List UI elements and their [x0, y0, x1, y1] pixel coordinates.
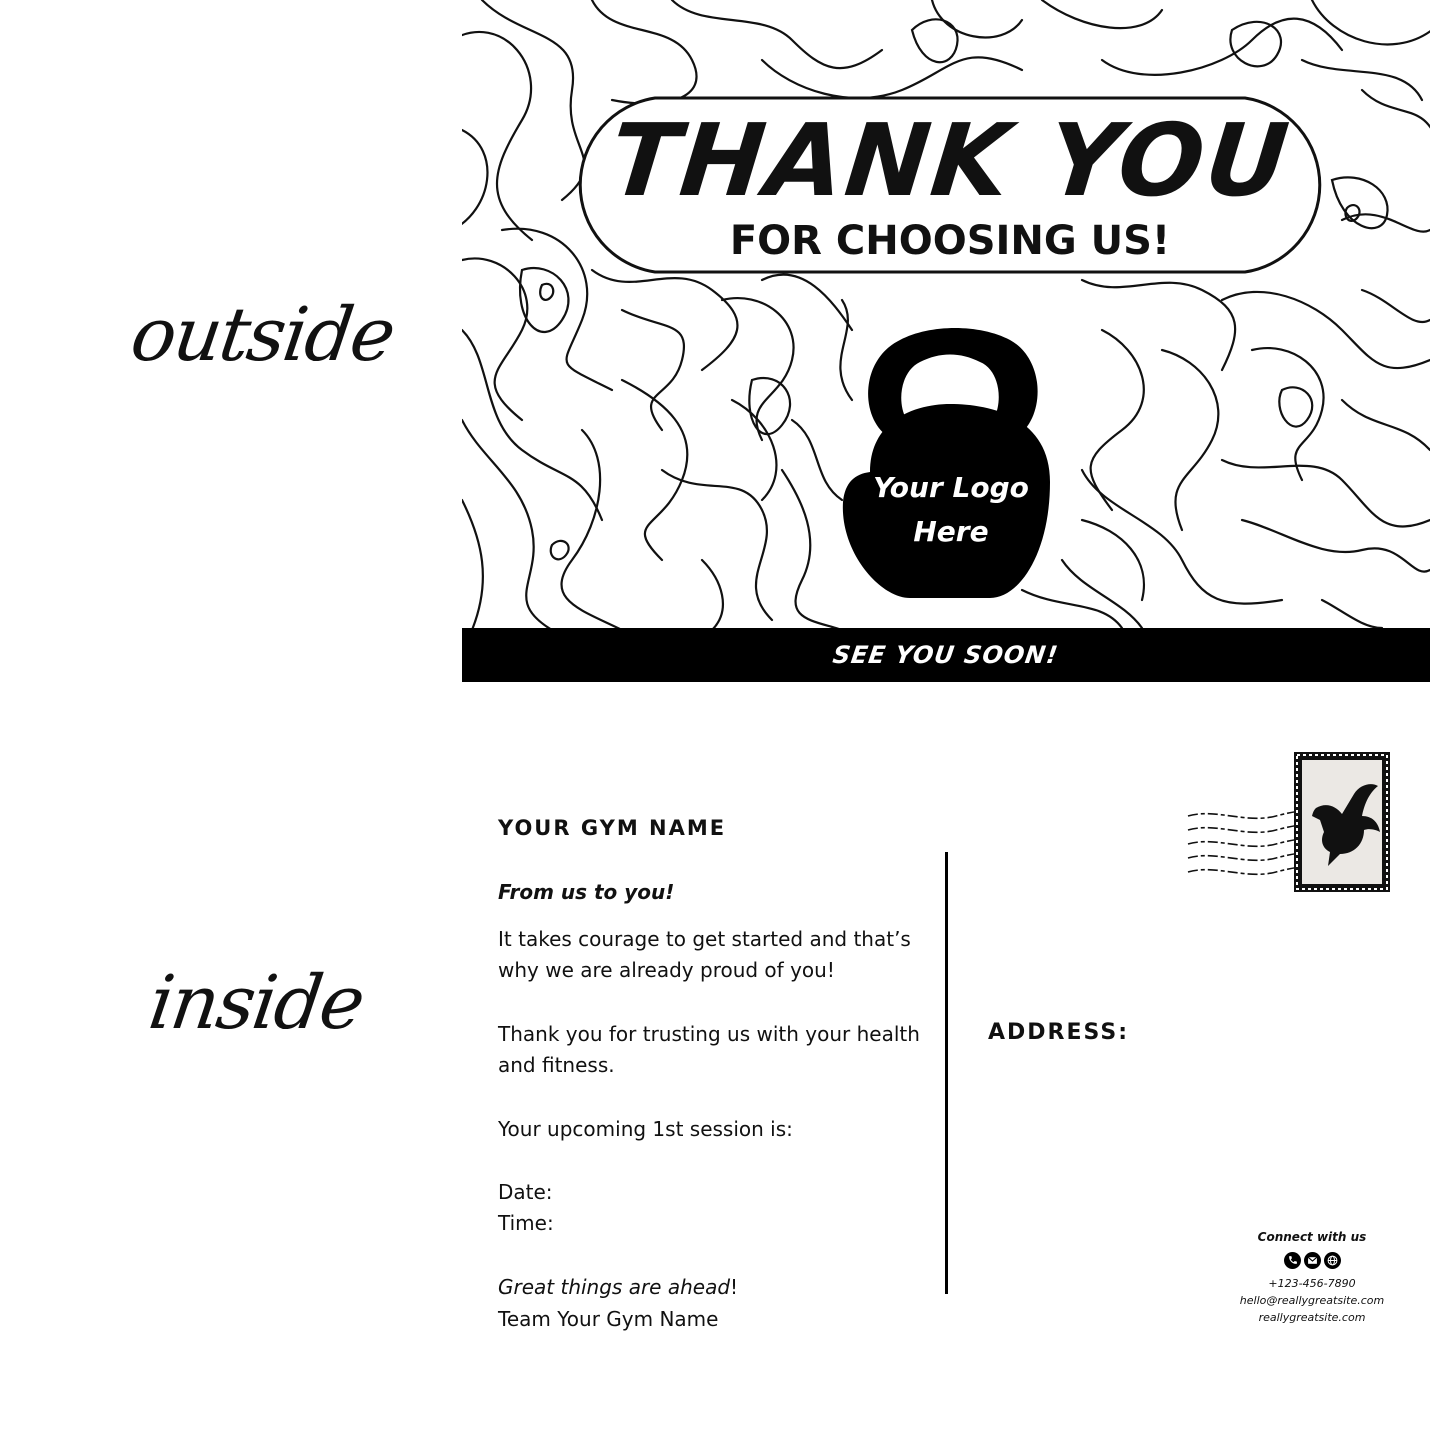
inside-label: inside	[143, 960, 369, 1046]
contact-email: hello@reallygreatsite.com	[1239, 1294, 1385, 1307]
postage-stamp	[1186, 750, 1396, 895]
postcard-front	[462, 0, 1430, 682]
signature: Team Your Gym Name	[498, 1307, 719, 1331]
greeting: From us to you!	[498, 880, 675, 904]
contact-block	[1232, 1230, 1392, 1326]
session-intro: Your upcoming 1st session is:	[498, 1117, 793, 1141]
closing-italic: Great things are ahead	[498, 1275, 731, 1299]
contact-icons	[1232, 1252, 1392, 1269]
subtitle: FOR CHOOSING US!	[729, 218, 1171, 264]
message-paragraph-1: It takes courage to get started and that’s why we are already proud of you!	[498, 927, 911, 982]
globe-icon	[1324, 1252, 1341, 1269]
outside-label: outside	[125, 292, 399, 378]
logo-placeholder-text	[840, 466, 1062, 554]
connect-title: Connect with us	[1257, 1230, 1367, 1244]
footer-text: SEE YOU SOON!	[831, 641, 1061, 669]
gym-name: YOUR GYM NAME	[498, 816, 727, 840]
contact-phone: +123-456-7890	[1268, 1277, 1356, 1290]
mail-icon	[1304, 1252, 1321, 1269]
logo-line-1: Your Logo	[873, 471, 1029, 504]
vertical-divider	[945, 852, 948, 1294]
footer-bar	[462, 628, 1430, 682]
contact-website: reallygreatsite.com	[1258, 1311, 1366, 1324]
date-label: Date:	[498, 1180, 553, 1204]
message-paragraph-2: Thank you for trusting us with your health and fitness.	[498, 1022, 920, 1077]
address-label: ADDRESS:	[988, 1020, 1130, 1045]
logo-line-2: Here	[913, 515, 989, 548]
closing-line	[498, 1272, 928, 1303]
kettlebell-logo-placeholder	[840, 322, 1060, 604]
time-label: Time:	[498, 1211, 554, 1235]
phone-icon	[1284, 1252, 1301, 1269]
thank-you-title: THANK YOU	[604, 102, 1296, 219]
closing-end: !	[730, 1275, 739, 1299]
